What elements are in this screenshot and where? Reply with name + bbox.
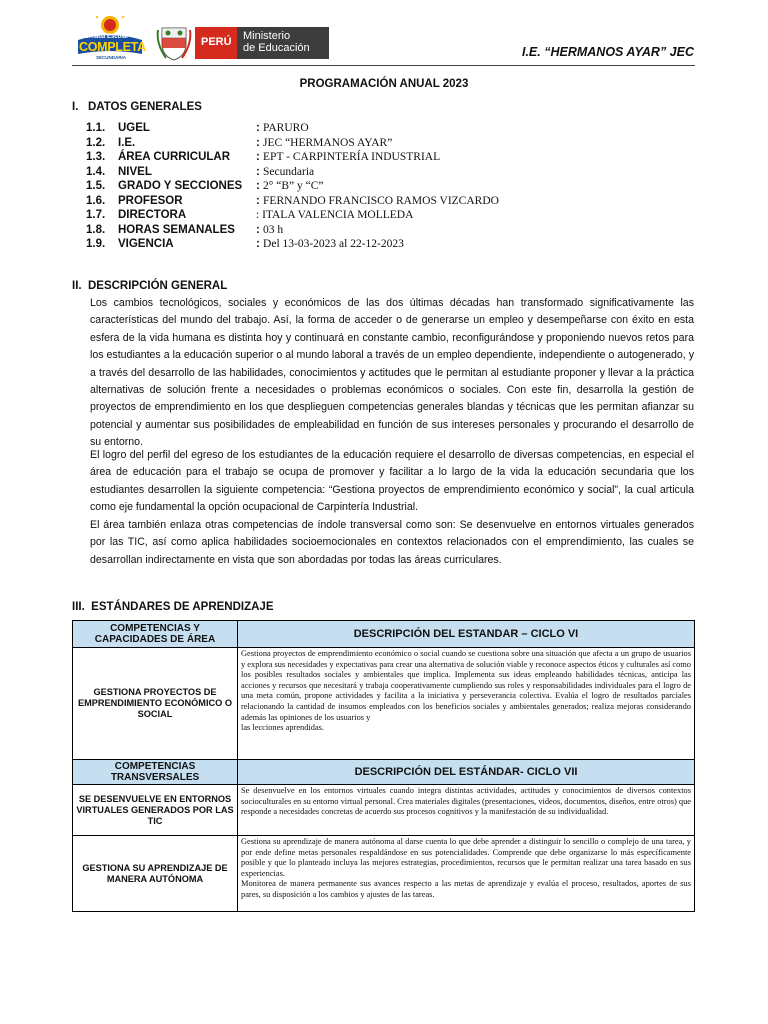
header-descripcion-ciclo-vi: DESCRIPCIÓN DEL ESTANDAR – CICLO VI bbox=[238, 621, 695, 648]
descripcion-text: Gestiona su aprendizaje de manera autónoma al darse cuenta lo que debe aprender a distinguir lo sencillo o complejo de una tarea, y por ende define metas personales respaldándose en sus potencialidades. Comprende que debe organizarse lo más específicamente posible y que lo planteado incluya las mejores estrategias, procedimientos, recursos que le permitan realizar una tarea basado en sus experiencias. bbox=[241, 837, 691, 878]
descripcion-paragraph-3: El área también enlaza otras competencias de índole transversal como son: Se desenvuelve en entornos virtuales generados por las TIC, así como aplica habilidades socioemocionales en contextos relacionados con el emprendimiento, las cuales se desarrollan indirectamente en vista que son abordadas por todas las áreas curriculares. bbox=[90, 519, 694, 566]
peru-red-box bbox=[195, 27, 237, 59]
header-divider bbox=[72, 65, 695, 66]
descripcion-cell: Se desenvuelve en los entornos virtuales cuando integra distintas actividades, actitudes y conocimientos de diversos contextos socioculturales en su entorno virtual personal. Crea materiales digitales (presentaciones, videos, documentos, diseños, entre otros) que responde a necesidades concretas de acuerdo sus procesos cognitivos y la manifestación de su individualidad. bbox=[238, 785, 695, 836]
descripcion-paragraph-1: Los cambios tecnológicos, sociales y económicos de las dos últimas décadas han transformado significativamente las características del mundo del trabajo. Así, la forma de acceder o de generarse un empleo y desempeñarse con éxito en esta esfera de la vida humana es distinta hoy y continuará en constante cambio, reconfigurándose y proponiendo nuevos retos para los estudiantes a la educación superior o al mundo laboral a través de un empleo dependiente, independiente o autogenerado, y a través del desarrollo de las habilidades, conocimientos y actitudes que le permitan al estudiante proponer y llevar a la práctica alternativas de solución frente a necesidades o problemas económicos o sociales. Con este fin, desarrolla la gestión de proyectos de emprendimiento en los que desplieguen competencias generales blandas y técnicas que les permitan afianzar su potencial y aumentar sus posibilidades de empleabilidad en función de sus intereses personales y procurando el desarrollo de su entorno. bbox=[90, 297, 694, 449]
descripcion-extra-text: Monitorea de manera permanente sus avances respecto a las metas de aprendizaje y evalúa el proceso, resultados, aportes de sus pares, su disposición a los cambios y ajustes de las tareas. bbox=[241, 879, 691, 899]
row-value: : 2° “B” y “C” bbox=[256, 180, 324, 192]
logo-small-text: Jornada Escolar bbox=[82, 34, 129, 40]
row-key: PROFESOR bbox=[118, 194, 183, 207]
row-number: 1.8. bbox=[86, 223, 106, 236]
descripcion-cell bbox=[238, 836, 695, 912]
competencia-cell: GESTIONA SU APRENDIZAJE DE MANERA AUTÓNOMA bbox=[73, 836, 238, 912]
row-value: : Secundaria bbox=[256, 165, 315, 178]
row-number: 1.9. bbox=[86, 238, 106, 250]
descripcion-cell bbox=[238, 648, 695, 760]
logo-sub-text: SECUNDARIA bbox=[96, 55, 127, 60]
table-header-row bbox=[73, 760, 695, 785]
section-estandares-heading: III. ESTÁNDARES DE APRENDIZAJE bbox=[72, 601, 274, 613]
row-number: 1.6. bbox=[86, 194, 106, 207]
row-value: : JEC “HERMANOS AYAR” bbox=[256, 136, 393, 149]
ministry-line-1: Ministerio bbox=[243, 30, 291, 42]
table-header-row bbox=[73, 621, 695, 648]
competencia-cell: SE DESENVUELVE EN ENTORNOS VIRTUALES GENERADOS POR LAS TIC bbox=[73, 785, 238, 836]
minedu-banner bbox=[195, 27, 329, 59]
header-competencias-area: COMPETENCIAS Y CAPACIDADES DE ÁREA bbox=[73, 621, 238, 648]
row-value: : EPT - CARPINTERÍA INDUSTRIAL bbox=[256, 151, 441, 163]
section-descripcion-heading: II. DESCRIPCIÓN GENERAL bbox=[72, 280, 228, 292]
school-name: I.E. “HERMANOS AYAR” JEC bbox=[521, 45, 694, 59]
peru-coat-of-arms-icon bbox=[156, 24, 192, 62]
competencia-cell: GESTIONA PROYECTOS DE EMPRENDIMIENTO ECONÓMICO O SOCIAL bbox=[73, 648, 238, 760]
row-number: 1.5. bbox=[86, 180, 106, 192]
row-number: 1.3. bbox=[86, 151, 106, 163]
header-descripcion-ciclo-vii: DESCRIPCIÓN DEL ESTÁNDAR- CICLO VII bbox=[238, 760, 695, 785]
estandares-table bbox=[72, 620, 695, 912]
row-number: 1.2. bbox=[86, 136, 106, 149]
logo-big-text: COMPLETA bbox=[79, 40, 146, 54]
section-datos-generales-heading: I. DATOS GENERALES bbox=[72, 101, 202, 113]
row-number: 1.4. bbox=[86, 165, 106, 178]
page-title: PROGRAMACIÓN ANUAL 2023 bbox=[299, 78, 469, 90]
row-key: HORAS SEMANALES bbox=[118, 223, 235, 236]
row-key: I.E. bbox=[118, 136, 136, 149]
row-value: : 03 h bbox=[256, 223, 284, 236]
row-value: : PARURO bbox=[256, 122, 309, 134]
row-key: DIRECTORA bbox=[118, 209, 187, 221]
descripcion-paragraph-2: El logro del perfil del egreso de los estudiantes de la educación requiere el desarrollo de diversas competencias, en especial el área de educación para el trabajo se ocupa de promover y facilitar a lo largo de la vida la educación secundaria que los estudiantes desarrollen la siguiente competencia: “Gestiona proyectos de emprendimiento económico y social”, la cual articula como eje fundamental la opción ocupacional de Carpintería Industrial. bbox=[90, 449, 694, 514]
descripcion-text: Gestiona proyectos de emprendimiento económico o social cuando se cuestiona sobre una situación que afecta a un grupo de usuarios y explora sus necesidades y expectativas para crear una alternativa de solución viable y reconoce aspectos éticos y culturales así como los posibles resultados sociales y ambientales que implica. Implementa sus ideas empleando habilidades técnicas, anticipa las acciones y recursos que necesitará y trabaja cooperativamente cumpliendo sus roles y responsabilidades individuales para el logro de una meta común, propone actividades y facilita a la iniciativa y perseverancia colectiva. Evalúa el logro de resultados parciales relacionando la cantidad de insumos empleados con los beneficios sociales y ambientales generados; realiza mejoras considerando además las opiniones de los usuarios y bbox=[241, 649, 691, 722]
row-value: : ITALA VALENCIA MOLLEDA bbox=[256, 209, 414, 221]
jornada-completa-logo bbox=[74, 14, 146, 62]
peru-label: PERÚ bbox=[201, 36, 232, 48]
table-row bbox=[73, 836, 695, 912]
row-key: VIGENCIA bbox=[118, 238, 174, 250]
row-key: ÁREA CURRICULAR bbox=[118, 151, 231, 163]
ministry-line-2: de Educación bbox=[243, 42, 310, 54]
row-number: 1.1. bbox=[86, 122, 106, 134]
row-key: GRADO Y SECCIONES bbox=[118, 180, 243, 192]
row-key: NIVEL bbox=[118, 165, 152, 178]
row-number: 1.7. bbox=[86, 209, 106, 221]
row-key: UGEL bbox=[118, 122, 150, 134]
header-competencias-transversales: COMPETENCIAS TRANSVERSALES bbox=[73, 760, 238, 785]
table-row bbox=[73, 648, 695, 760]
table-row bbox=[73, 785, 695, 836]
row-value: : FERNANDO FRANCISCO RAMOS VIZCARDO bbox=[256, 194, 499, 207]
row-value: : Del 13-03-2023 al 22-12-2023 bbox=[256, 238, 404, 250]
descripcion-extra-text: las lecciones aprendidas. bbox=[241, 723, 325, 733]
